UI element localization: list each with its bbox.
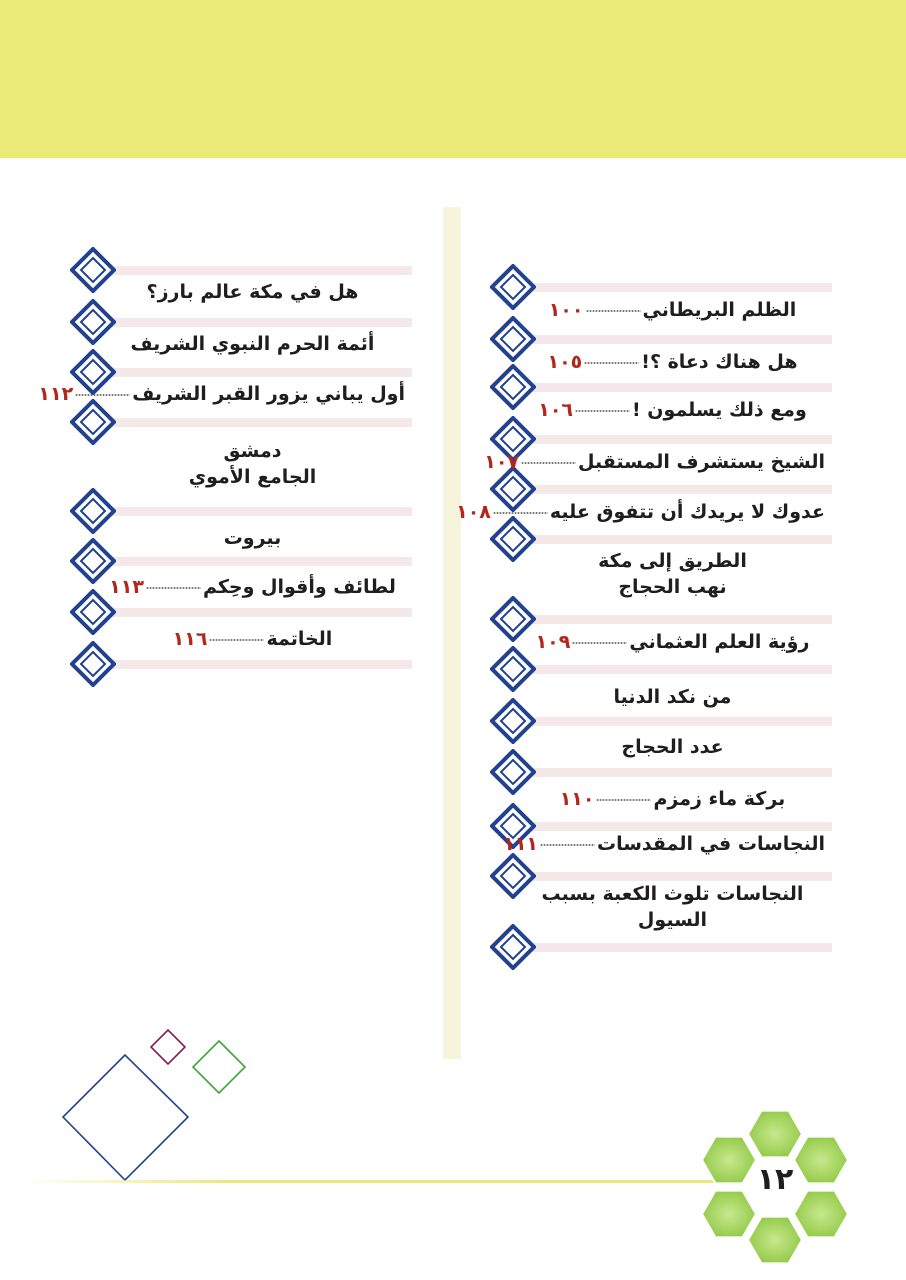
toc-entry-title: بيروت <box>223 527 282 549</box>
toc-page-number: ١٠٧ <box>484 451 520 473</box>
toc-entry-title: ومع ذلك يسلمون ! <box>632 399 807 421</box>
toc-entry[interactable] <box>100 280 405 304</box>
row-divider-stripe <box>90 557 412 566</box>
dot-leader <box>209 638 264 642</box>
toc-page-number: ١٠٥ <box>547 351 583 373</box>
toc-page-number: ١١٢ <box>38 383 74 405</box>
toc-page-number: ١١٣ <box>109 576 144 598</box>
toc-entry[interactable] <box>38 382 405 406</box>
footer-line <box>20 1180 720 1183</box>
row-divider-stripe <box>90 507 412 516</box>
toc-entry-title-line2: السيول <box>637 909 708 931</box>
badge-hexagon <box>748 1111 802 1158</box>
toc-entry-title: الطريق إلى مكة <box>598 550 747 572</box>
toc-page-number: ١١٦ <box>172 628 208 650</box>
toc-entry-title: رؤية العلم العثماني <box>629 631 810 653</box>
row-divider-stripe <box>90 368 412 377</box>
dot-leader <box>146 586 201 590</box>
toc-entry-title-line2: نهب الحجاج <box>618 576 727 598</box>
toc-entry-title: دمشق <box>223 440 282 462</box>
toc-page-number: ١١٠ <box>559 788 595 810</box>
toc-entry-title: عدد الحجاج <box>621 736 724 758</box>
row-divider-stripe <box>90 318 412 327</box>
toc-entry-title: الخاتمة <box>266 628 333 650</box>
toc-entry[interactable] <box>100 438 405 490</box>
row-divider-stripe <box>90 418 412 427</box>
toc-entry-title: من نكد الدنيا <box>613 686 732 708</box>
toc-entry[interactable] <box>100 332 405 356</box>
badge-hexagon <box>748 1217 802 1264</box>
toc-entry[interactable] <box>100 526 405 550</box>
toc-page-number: ١٠٨ <box>456 501 491 523</box>
toc-entry[interactable] <box>100 627 405 651</box>
toc-entry-title: الشيخ يستشرف المستقبل <box>578 451 825 473</box>
toc-entry-title: النجاسات تلوث الكعبة بسبب <box>541 883 804 905</box>
row-divider-stripe <box>90 266 412 275</box>
toc-entry-title: بركة ماء زمزم <box>653 788 786 810</box>
toc-page-number: ١١١ <box>503 833 539 855</box>
row-divider-stripe <box>90 660 412 669</box>
toc-entry-title: هل في مكة عالم بارز؟ <box>146 281 359 303</box>
dot-leader <box>75 393 130 397</box>
toc-entry-title: لطائف وأقوال وحِكم <box>202 576 396 598</box>
toc-entry-title: النجاسات في المقدسات <box>597 833 825 855</box>
toc-page-number: ١٠٦ <box>538 399 574 421</box>
toc-entry[interactable] <box>100 575 405 599</box>
toc-entry-title: هل هناك دعاة ؟! <box>641 351 798 373</box>
decorative-diamonds <box>55 1020 255 1190</box>
page-number: ١٢ <box>756 1162 794 1197</box>
toc-entry-title: الظلم البريطاني <box>642 299 797 321</box>
toc-entry-title: عدوك لا يريدك أن تتفوق عليه <box>549 501 825 523</box>
toc-page-number: ١٠٩ <box>535 631 571 653</box>
row-divider-stripe <box>90 608 412 617</box>
toc-entry-title: أول يباني يزور القبر الشريف <box>132 383 405 405</box>
toc-page-number: ١٠٠ <box>548 299 584 321</box>
toc-entry-title: أئمة الحرم النبوي الشريف <box>130 333 375 355</box>
toc-entry-title-line2: الجامع الأموي <box>188 466 317 488</box>
